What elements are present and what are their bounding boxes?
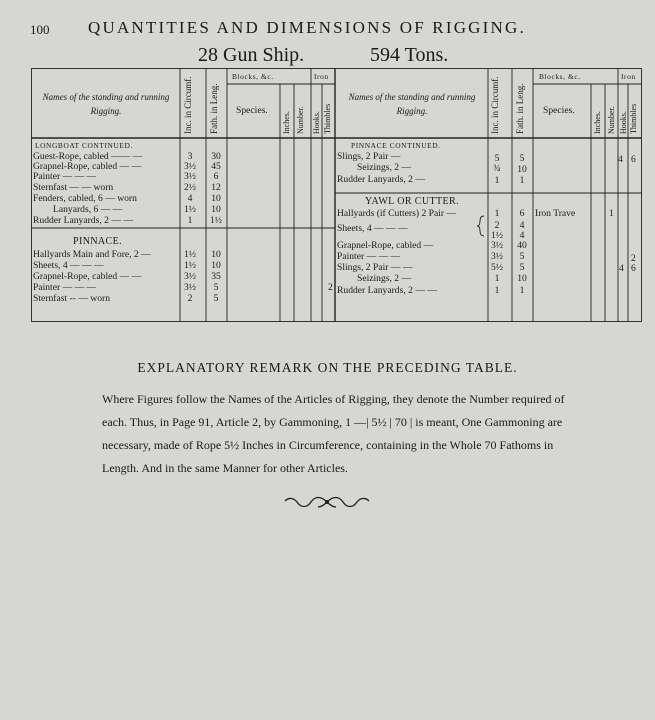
right-row-name: Painter — — — bbox=[337, 251, 401, 262]
left-row-name: Rudder Lanyards, 2 — — bbox=[33, 215, 133, 226]
left-row-len: 45 bbox=[211, 161, 221, 172]
left-row-len: 12 bbox=[211, 182, 221, 193]
right-row-len: 10 bbox=[517, 164, 527, 175]
remark-title: EXPLANATORY REMARK ON THE PRECEDING TABLE. bbox=[137, 360, 518, 375]
right-row-circ: 2 bbox=[494, 220, 500, 231]
right-iron-header: Iron bbox=[621, 72, 636, 81]
right-row-len: 40 bbox=[517, 240, 527, 251]
left-row-circ: 2½ bbox=[184, 182, 196, 193]
right-row-circ: 5 bbox=[494, 153, 500, 164]
left-row-circ: 3½ bbox=[184, 171, 196, 182]
left-hooks-header: Hooks. bbox=[312, 111, 321, 134]
left-row-name: Sternfast -- — worn bbox=[33, 293, 110, 304]
right-row-len: 4 bbox=[519, 230, 525, 241]
left-number-header: Number. bbox=[296, 106, 305, 134]
right-species-header: Species. bbox=[543, 105, 575, 116]
left-species-header: Species. bbox=[236, 105, 268, 116]
left-row-len: 35 bbox=[211, 271, 221, 282]
left-row-circ: 4 bbox=[187, 193, 193, 204]
right-hooks-header: Hooks. bbox=[619, 111, 628, 134]
left-row-name: Grapnel-Rope, cabled — — bbox=[33, 271, 142, 282]
right-row-len: 5 bbox=[519, 262, 525, 273]
right-row-len: 5 bbox=[519, 153, 525, 164]
right-row-circ: 1 bbox=[494, 208, 500, 219]
left-row-name: Hallyards Main and Fore, 2 — bbox=[33, 249, 151, 260]
left-row-name: Sheets, 4 — — — bbox=[33, 260, 104, 271]
left-row-circ: 3½ bbox=[184, 161, 196, 172]
right-row-name: Seizings, 2 — bbox=[357, 162, 412, 173]
left-thimbles-header: Thimbles bbox=[323, 103, 332, 134]
right-heading: YAWL OR CUTTER. bbox=[365, 196, 459, 207]
left-row-len: 10 bbox=[211, 204, 221, 215]
left-thimble-value: 2 bbox=[328, 282, 333, 293]
right-row-circ: 5½ bbox=[491, 262, 503, 273]
right-row-circ: 1 bbox=[494, 273, 500, 284]
right-blocks-header: Blocks, &c. bbox=[539, 72, 581, 81]
left-row-name: Painter — — — bbox=[33, 171, 97, 182]
left-row-name: Fenders, cabled, 6 — worn bbox=[33, 193, 137, 204]
right-row-name: Grapnel-Rope, cabled — bbox=[337, 240, 434, 251]
left-circ-header: Inc. in Circumf. bbox=[183, 76, 193, 134]
left-row-circ: 3½ bbox=[184, 271, 196, 282]
right-row-circ: 3½ bbox=[491, 240, 503, 251]
right-row-name: Hallyards (if Cutters) 2 Pair — bbox=[337, 208, 457, 219]
running-title: QUANTITIES AND DIMENSIONS OF RIGGING. bbox=[88, 18, 526, 37]
right-hooks-value: 4 bbox=[619, 263, 624, 274]
left-iron-header: Iron bbox=[314, 72, 329, 81]
left-row-len: 6 bbox=[213, 171, 219, 182]
left-row-len: 5 bbox=[213, 282, 219, 293]
left-row-len: 10 bbox=[211, 193, 221, 204]
right-length-header: Fath. in Leng. bbox=[515, 83, 525, 134]
left-names-header: Names of the standing and running Rigging. bbox=[42, 92, 170, 116]
right-row-name: Seizings, 2 — bbox=[357, 273, 412, 284]
left-row-name: Grapnel-Rope, cabled — — bbox=[33, 161, 142, 172]
page-number: 100 bbox=[30, 22, 50, 37]
left-row-circ: 3 bbox=[187, 151, 193, 162]
right-row-len: 1 bbox=[519, 285, 525, 296]
left-length-header: Fath. in Leng. bbox=[209, 83, 219, 134]
right-thimbles-value: 2 bbox=[631, 253, 636, 264]
left-blocks-header: Blocks, &c. bbox=[232, 72, 274, 81]
right-row-circ: 1 bbox=[494, 175, 500, 186]
tonnage-label: 594 Tons. bbox=[370, 44, 449, 66]
left-row-circ: 1½ bbox=[184, 204, 196, 215]
right-thimbles-value: 6 bbox=[631, 154, 636, 165]
right-row-number: 1 bbox=[609, 208, 614, 219]
left-row-len: 10 bbox=[211, 249, 221, 260]
left-inches-header: Inches. bbox=[282, 111, 291, 134]
right-row-name: Rudder Lanyards, 2 — bbox=[337, 174, 425, 185]
left-row-circ: 1½ bbox=[184, 249, 196, 260]
right-hooks-value: 4 bbox=[618, 154, 623, 165]
ship-label: 28 Gun Ship. bbox=[198, 44, 305, 66]
left-row-len: 5 bbox=[213, 293, 219, 304]
right-row-circ: ¾ bbox=[493, 163, 501, 174]
right-row-circ: 1 bbox=[494, 285, 500, 296]
right-row-name: Sheets, 4 — — — bbox=[337, 223, 408, 234]
right-row-species: Iron Trave bbox=[535, 208, 576, 219]
right-row-name: Slings, 2 Pair — — bbox=[337, 262, 413, 273]
right-row-circ: 3½ bbox=[491, 251, 503, 262]
left-heading: PINNACE. bbox=[73, 236, 123, 247]
remark-text: Where Figures follow the Names of the Articles of Rigging, they denote the Number required of each. Thus, in Page 91, Article 2, by Gammoning, 1 —| 5½ | 70 | is meant, One Gammoning are necessary, made of Rope 5½ Inches in Circumference, containing in the Whole 70 Fathoms in Length. And in the same Manner for other Articles. bbox=[102, 392, 565, 475]
ornament-flourish-icon bbox=[282, 494, 372, 510]
right-thimbles-value: 6 bbox=[631, 263, 636, 274]
right-row-circ: 1½ bbox=[491, 230, 503, 241]
right-inches-header: Inches. bbox=[593, 111, 602, 134]
left-row-len: 1½ bbox=[210, 215, 222, 226]
remark-paragraph bbox=[102, 388, 582, 480]
left-row-circ: 1 bbox=[187, 215, 193, 226]
left-row-name: Guest-Rope, cabled —— — bbox=[33, 151, 143, 162]
right-section-label: PINNACE CONTINUED. bbox=[351, 141, 441, 150]
right-row-len: 4 bbox=[519, 220, 525, 231]
right-thimbles-header: Thimbles bbox=[629, 103, 638, 134]
right-circ-header: Inc. in Circumf. bbox=[490, 76, 500, 134]
left-row-name: Painter — — — bbox=[33, 282, 97, 293]
left-row-name: Lanyards, 6 — — bbox=[53, 204, 123, 215]
right-row-len: 1 bbox=[519, 175, 525, 186]
left-row-circ: 2 bbox=[187, 293, 193, 304]
right-row-name: Slings, 2 Pair — bbox=[337, 151, 401, 162]
right-row-len: 6 bbox=[519, 208, 525, 219]
right-row-len: 5 bbox=[519, 251, 525, 262]
rigging-table bbox=[31, 68, 642, 322]
right-number-header: Number. bbox=[607, 106, 616, 134]
left-row-len: 30 bbox=[211, 151, 221, 162]
left-row-circ: 3½ bbox=[184, 282, 196, 293]
right-names-header: Names of the standing and running Rigging. bbox=[348, 92, 476, 116]
left-section-label: LONGBOAT CONTINUED. bbox=[35, 141, 133, 150]
left-row-name: Sternfast — — worn bbox=[33, 182, 114, 193]
left-row-len: 10 bbox=[211, 260, 221, 271]
left-row-circ: 1½ bbox=[184, 260, 196, 271]
right-row-len: 10 bbox=[517, 273, 527, 284]
right-row-name: Rudder Lanyards, 2 — — bbox=[337, 285, 437, 296]
